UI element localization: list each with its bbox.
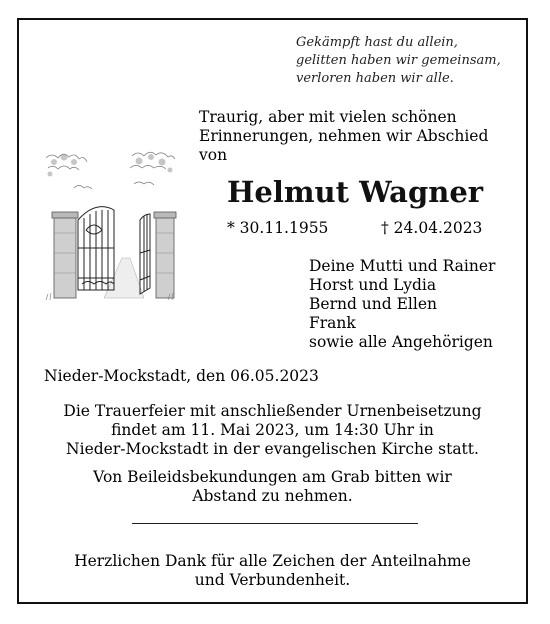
intro-line: von — [199, 146, 228, 164]
ceremony-notice — [19, 402, 526, 459]
mourner-line: Frank — [309, 314, 356, 332]
mourners-list — [309, 257, 495, 352]
memorial-quote — [296, 34, 526, 88]
mourner-line: sowie alle Angehörigen — [309, 333, 493, 351]
mourner-line: Horst und Lydia — [309, 276, 437, 294]
mourner-line: Deine Mutti und Rainer — [309, 257, 496, 275]
ceremony-line: Die Trauerfeier mit anschließender Urnenbeisetzung — [63, 402, 482, 420]
thanks-note — [19, 552, 526, 590]
condolence-notice — [19, 468, 526, 506]
quote-line: verloren haben wir alle. — [296, 71, 454, 86]
thanks-line: Herzlichen Dank für alle Zeichen der Anteilnahme — [74, 552, 471, 570]
ceremony-line: findet am 11. Mai 2023, um 14:30 Uhr in — [111, 421, 434, 439]
intro-line: Traurig, aber mit vielen schönen — [199, 108, 457, 126]
deceased-name: Helmut Wagner — [227, 175, 484, 209]
condolence-line: Abstand zu nehmen. — [192, 487, 353, 505]
intro-text — [199, 108, 519, 165]
thanks-line: und Verbundenheit. — [194, 571, 351, 589]
place-and-date: Nieder-Mockstadt, den 06.05.2023 — [44, 367, 319, 385]
ceremony-line: Nieder-Mockstadt in der evangelischen Kirche statt. — [66, 440, 479, 458]
obituary-frame — [17, 18, 528, 604]
mourner-line: Bernd und Ellen — [309, 295, 438, 313]
birth-date: * 30.11.1955 — [227, 219, 329, 237]
quote-line: Gekämpft hast du allein, — [296, 35, 458, 50]
garden-gate-illustration — [44, 148, 177, 303]
intro-line: Erinnerungen, nehmen wir Abschied — [199, 127, 489, 145]
quote-line: gelitten haben wir gemeinsam, — [296, 53, 501, 68]
condolence-line: Von Beileidsbekundungen am Grab bitten wir — [93, 468, 452, 486]
divider-line — [132, 523, 418, 524]
death-date: † 24.04.2023 — [381, 219, 483, 237]
